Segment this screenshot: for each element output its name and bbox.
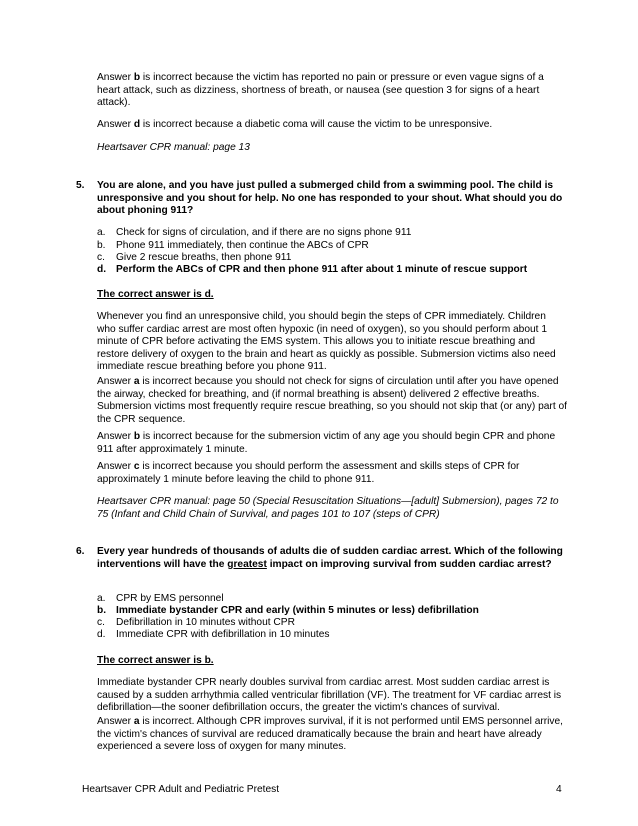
explanation-paragraph: Whenever you find an unresponsive child, you should begin the steps of CPR immediately. Children who suffer cardiac arrest are most often hypoxic (in need of oxygen), so you should perform about 1 minute of CPR before activating the EMS system. This allows you to initiate rescue breathing and restore delivery of oxygen to the brain and heart as quickly as possible. Submersion victims also need immediate rescue breathing before you phone 911. [97,311,556,373]
option-c: c. Defibrillation in 10 minutes without CPR [97,617,295,628]
option-b: b. Immediate bystander CPR and early (within 5 minutes or less) defibrillation [97,605,479,616]
option-b: b. Phone 911 immediately, then continue the ABCs of CPR [97,240,369,251]
correct-answer: The correct answer is d. [97,289,214,300]
answer-c-paragraph: Answer c is incorrect because you should perform the assessment and skills steps of CPR for approximately 1 minute before leaving the child to phone 911. [97,461,520,485]
answer-a-paragraph: Answer a is incorrect because you should not check for signs of circulation until after you have opened the airway, checked for breathing, and (if normal breathing is absent) delivered 2 effective breaths. Submersion victims most frequently require rescue breathing, so you should not skip that (or any) part of the CPR sequence. [97,376,567,425]
answer-d-paragraph: Answer d is incorrect because a diabetic coma will cause the victim to be unresponsive. [97,119,493,130]
correct-answer: The correct answer is b. [97,655,214,666]
question-text: Every year hundreds of thousands of adults die of sudden cardiac arrest. Which of the following interventions will have the greatest impact on improving survival from sudden cardiac arrest? [97,546,563,570]
option-d: d. Immediate CPR with defibrillation in 10 minutes [97,629,330,640]
option-c: c. Give 2 rescue breaths, then phone 911 [97,252,292,263]
page-number: 4 [556,784,562,795]
answer-a-paragraph: Answer a is incorrect. Although CPR improves survival, if it is not performed until EMS personnel arrive, the victim's chances of survival are reduced dramatically because the brain and heart have already experienced a severe loss of oxygen for many minutes. [97,716,563,753]
question-number: 5. [76,180,85,191]
question-number: 6. [76,546,85,557]
option-a: a. CPR by EMS personnel [97,593,224,604]
option-a: a. Check for signs of circulation, and if there are no signs phone 911 [97,227,412,238]
answer-b-paragraph: Answer b is incorrect because the victim has reported no pain or pressure or even vague signs of a heart attack, such as dizziness, shortness of breath, or nausea (see question 3 for signs of a heart attack). [97,72,544,109]
explanation-paragraph: Immediate bystander CPR nearly doubles survival from cardiac arrest. Most sudden cardiac arrest is caused by a sudden arrhythmia called ventricular fibrillation (VF). The treatment for VF cardiac arrest is defibrillation—the sooner defibrillation occurs, the greater the victim's chances of survival. [97,677,562,714]
question-text: You are alone, and you have just pulled a submerged child from a swimming pool. The child is unresponsive and you shout for help. No one has responded to your shout. What should you do about phoning 911? [97,180,563,217]
option-d: d. Perform the ABCs of CPR and then phone 911 after about 1 minute of rescue support [97,264,528,275]
answer-b-paragraph: Answer b is incorrect because for the submersion victim of any age you should begin CPR and phone 911 after approximately 1 minute. [97,431,556,455]
footer-title: Heartsaver CPR Adult and Pediatric Pretest [82,784,280,795]
manual-reference: Heartsaver CPR manual: page 13 [97,142,250,153]
manual-reference: Heartsaver CPR manual: page 50 (Special Resuscitation Situations—[adult] Submersion), pages 72 to 75 (Infant and Child Chain of Survival, and pages 101 to 107 (steps of CPR) [97,496,559,520]
